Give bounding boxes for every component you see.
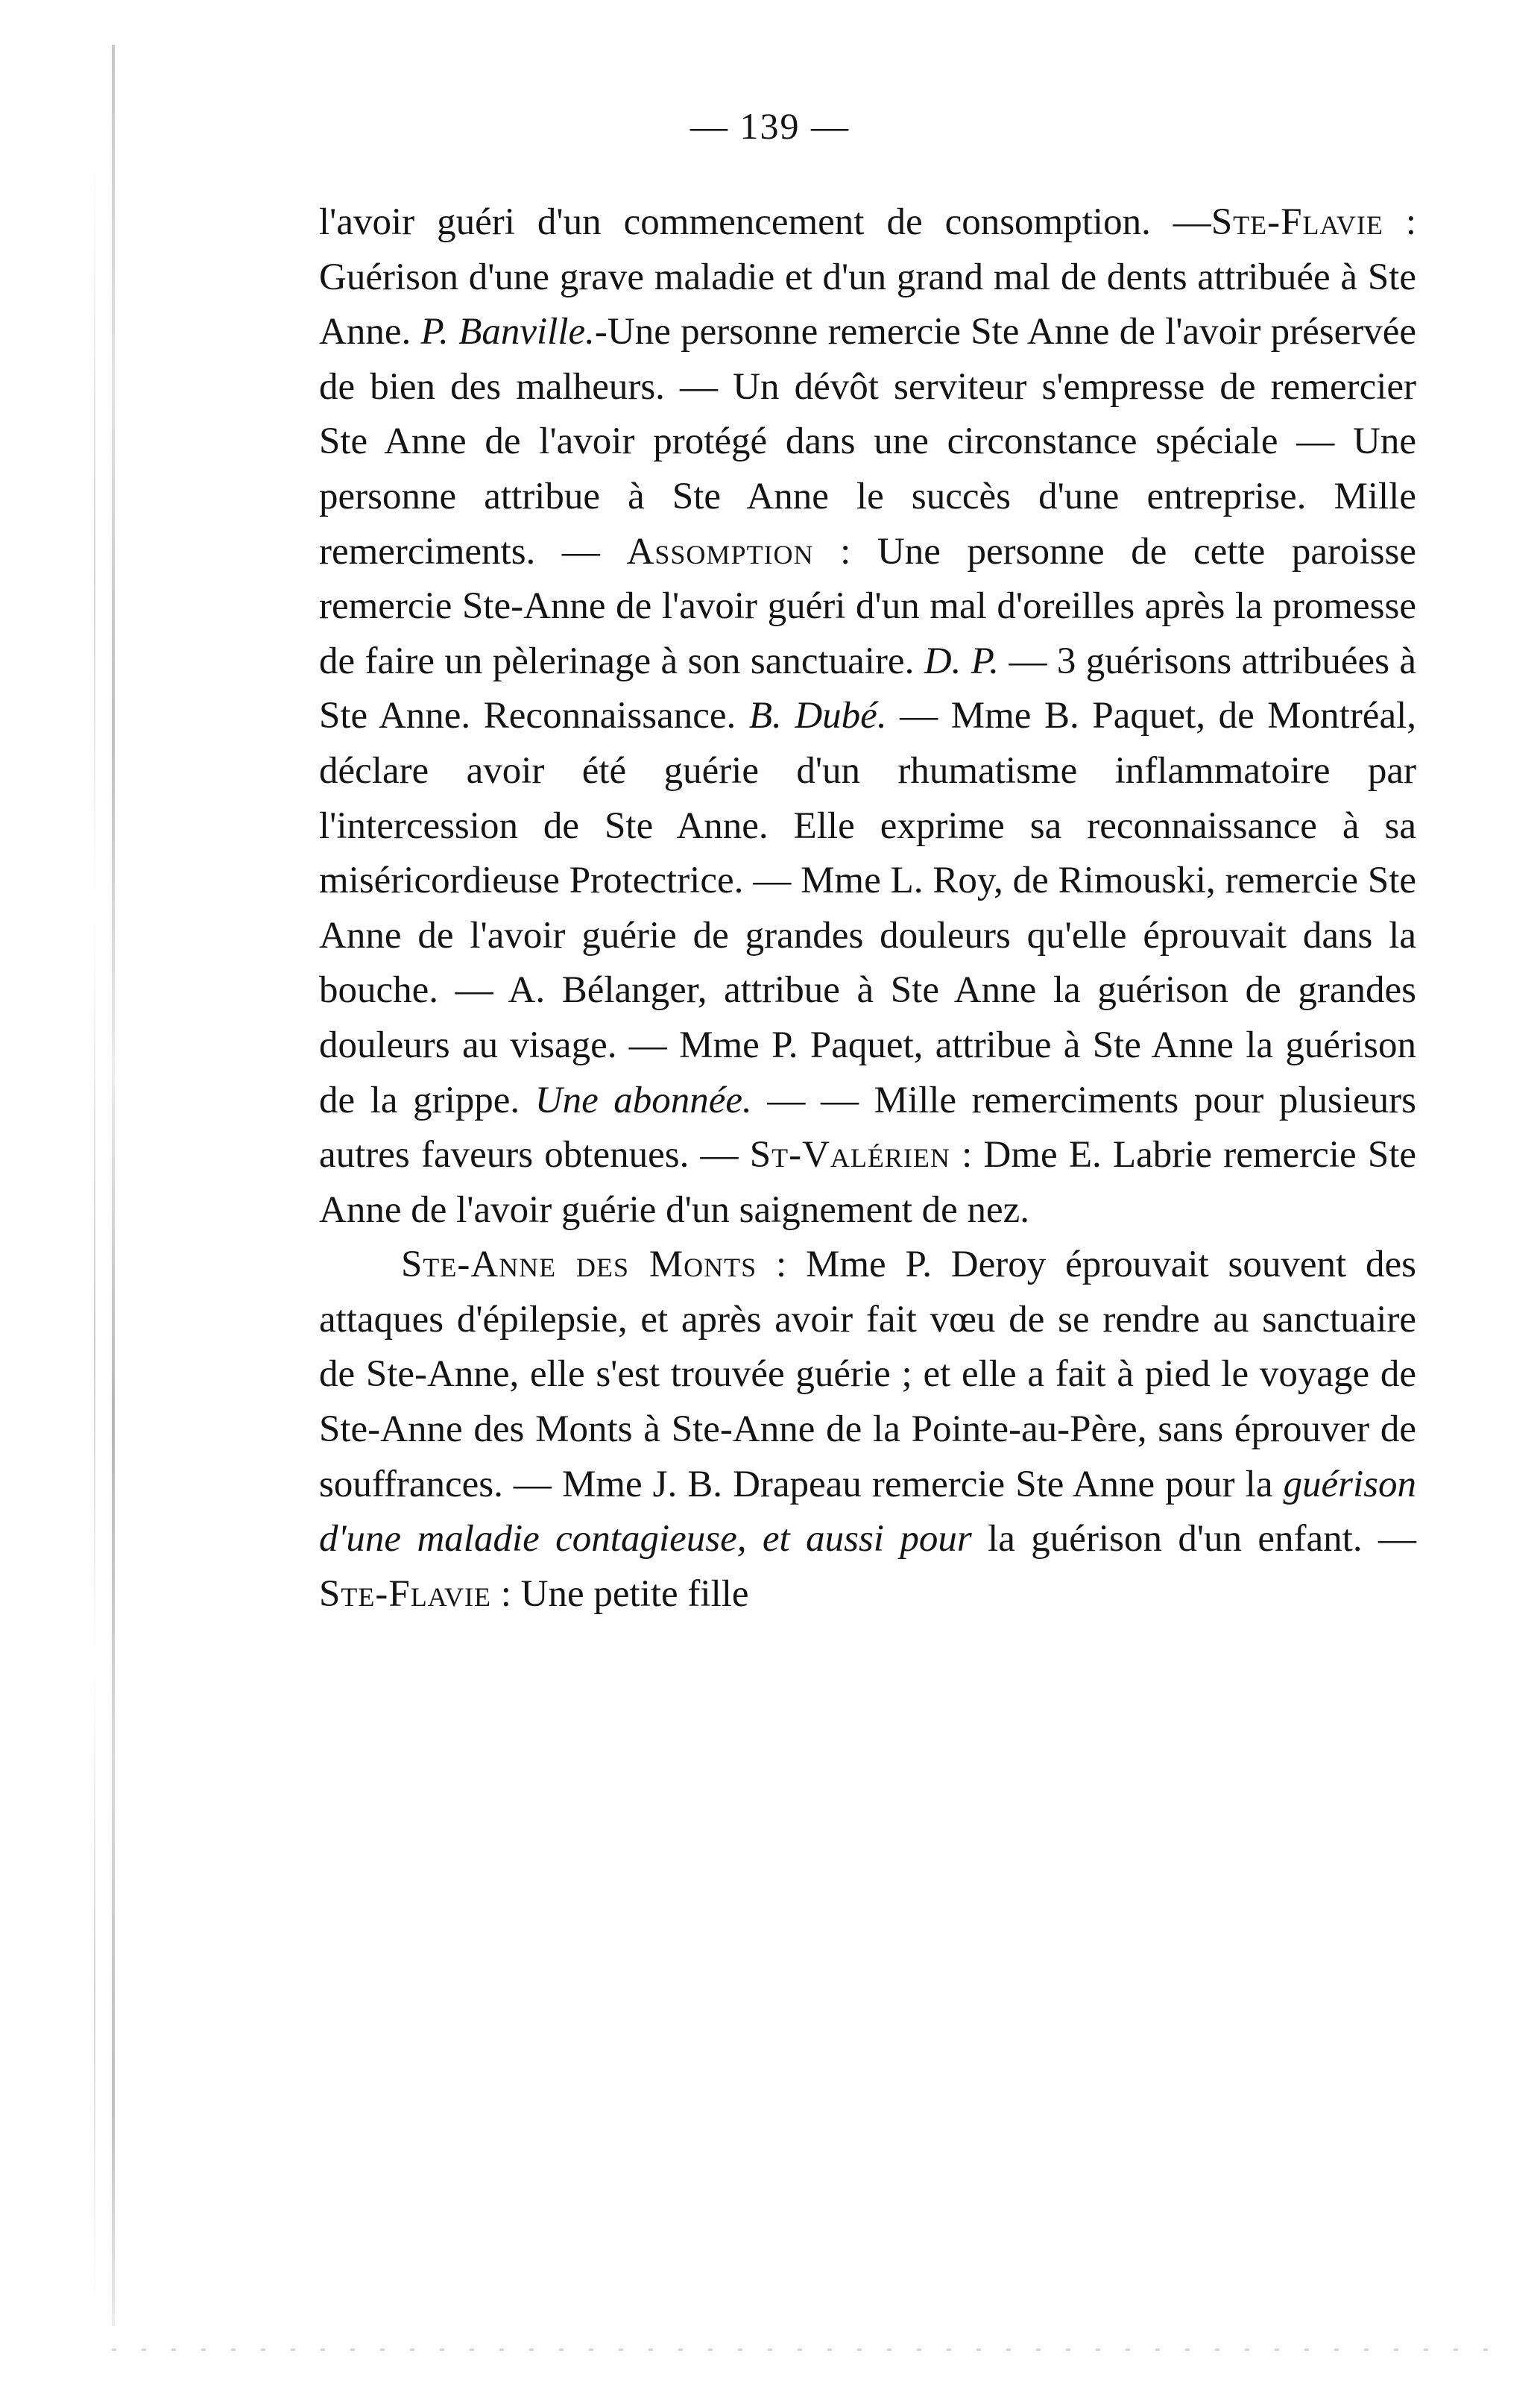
text-segment: : Dme E. Labrie remercie Ste Anne de l'avoir guérie d'un saignement de nez.	[319, 1134, 1416, 1231]
text-segment: — 3 guérisons attribuées à Ste Anne. Reconnaissance.	[319, 640, 1416, 737]
text-segment: : Une petite fille	[491, 1572, 749, 1615]
body-text	[319, 195, 1416, 1622]
scan-margin-mark	[94, 149, 95, 2311]
signature-text: P. Banville.	[420, 311, 595, 353]
scan-bottom-specks	[112, 2349, 1498, 2351]
signature-text: guérison d'une maladie contagieuse, et aussi pour	[319, 1463, 1417, 1560]
paragraph-1	[319, 195, 1416, 1238]
scan-margin-edge	[112, 45, 115, 2326]
place-heading: Assomption	[626, 530, 814, 573]
text-segment: — — Mille remerciments pour plusieurs autres faveurs obtenues. —	[319, 1079, 1416, 1177]
signature-text: B. Dubé.	[748, 695, 887, 737]
text-segment: pour la	[1165, 1463, 1284, 1505]
text-segment: : Une personne de cette paroisse remercie Ste-Anne de l'avoir guéri d'un mal d'oreilles après la promesse de faire un pèlerinage à son sanctuaire.	[319, 530, 1416, 682]
text-segment: l'avoir guéri d'un commencement de consomption. —	[319, 201, 1211, 243]
place-heading: Ste-Anne des Monts	[401, 1244, 757, 1286]
text-segment: — Mme B. Paquet, de Montréal, déclare avoir été guérie d'un rhumatisme inflammatoire par l'intercession de Ste Anne. Elle exprime sa reconnaissance à sa miséricordieuse Protectrice. — Mme L. Roy, de Rimouski, remercie Ste Anne de l'avoir guérie de grandes douleurs qu'elle éprouvait dans la bouche. — A. Bélanger, attribue à Ste Anne la guérison de grandes douleurs au visage. — Mme P. Paquet, attribue à Ste Anne la guérison de la grippe.	[319, 695, 1417, 1121]
text-segment: : Mme P. Deroy éprouvait souvent des attaques d'épilepsie, et après avoir fait vœu de se rendre au sanctuaire de Ste-Anne, elle s'est trouvée guérie ; et elle a fait à pied le voyage de Ste-Anne des Monts à Ste-Anne de la Pointe-au-Père, sans éprouver de souffrances. — Mme J. B. Drapeau remercie Ste Anne	[319, 1244, 1416, 1505]
place-heading: Ste-Flavie	[1211, 201, 1383, 243]
signature-text: Une abonnée.	[534, 1079, 752, 1121]
place-heading: Ste-Flavie	[319, 1572, 492, 1615]
place-heading: St-Valérien	[749, 1134, 950, 1177]
text-segment: la guérison d'un enfant. —	[971, 1518, 1416, 1560]
paragraph-2	[319, 1238, 1416, 1622]
page-number: — 139 —	[690, 105, 850, 147]
text-segment: : Guérison d'une grave maladie et d'un grand mal de dents attribuée à Ste Anne.	[319, 201, 1416, 353]
signature-text: D. P.	[924, 640, 1000, 682]
text-segment: -Une personne remercie Ste Anne de l'avoir préservée de bien des malheurs. — Un dévôt serviteur s'empresse de remercier Ste Anne de l'avoir protégé dans une circonstance spéciale — Une personne attribue à Ste Anne le succès d'une entreprise. Mille remerciments. —	[319, 311, 1417, 573]
